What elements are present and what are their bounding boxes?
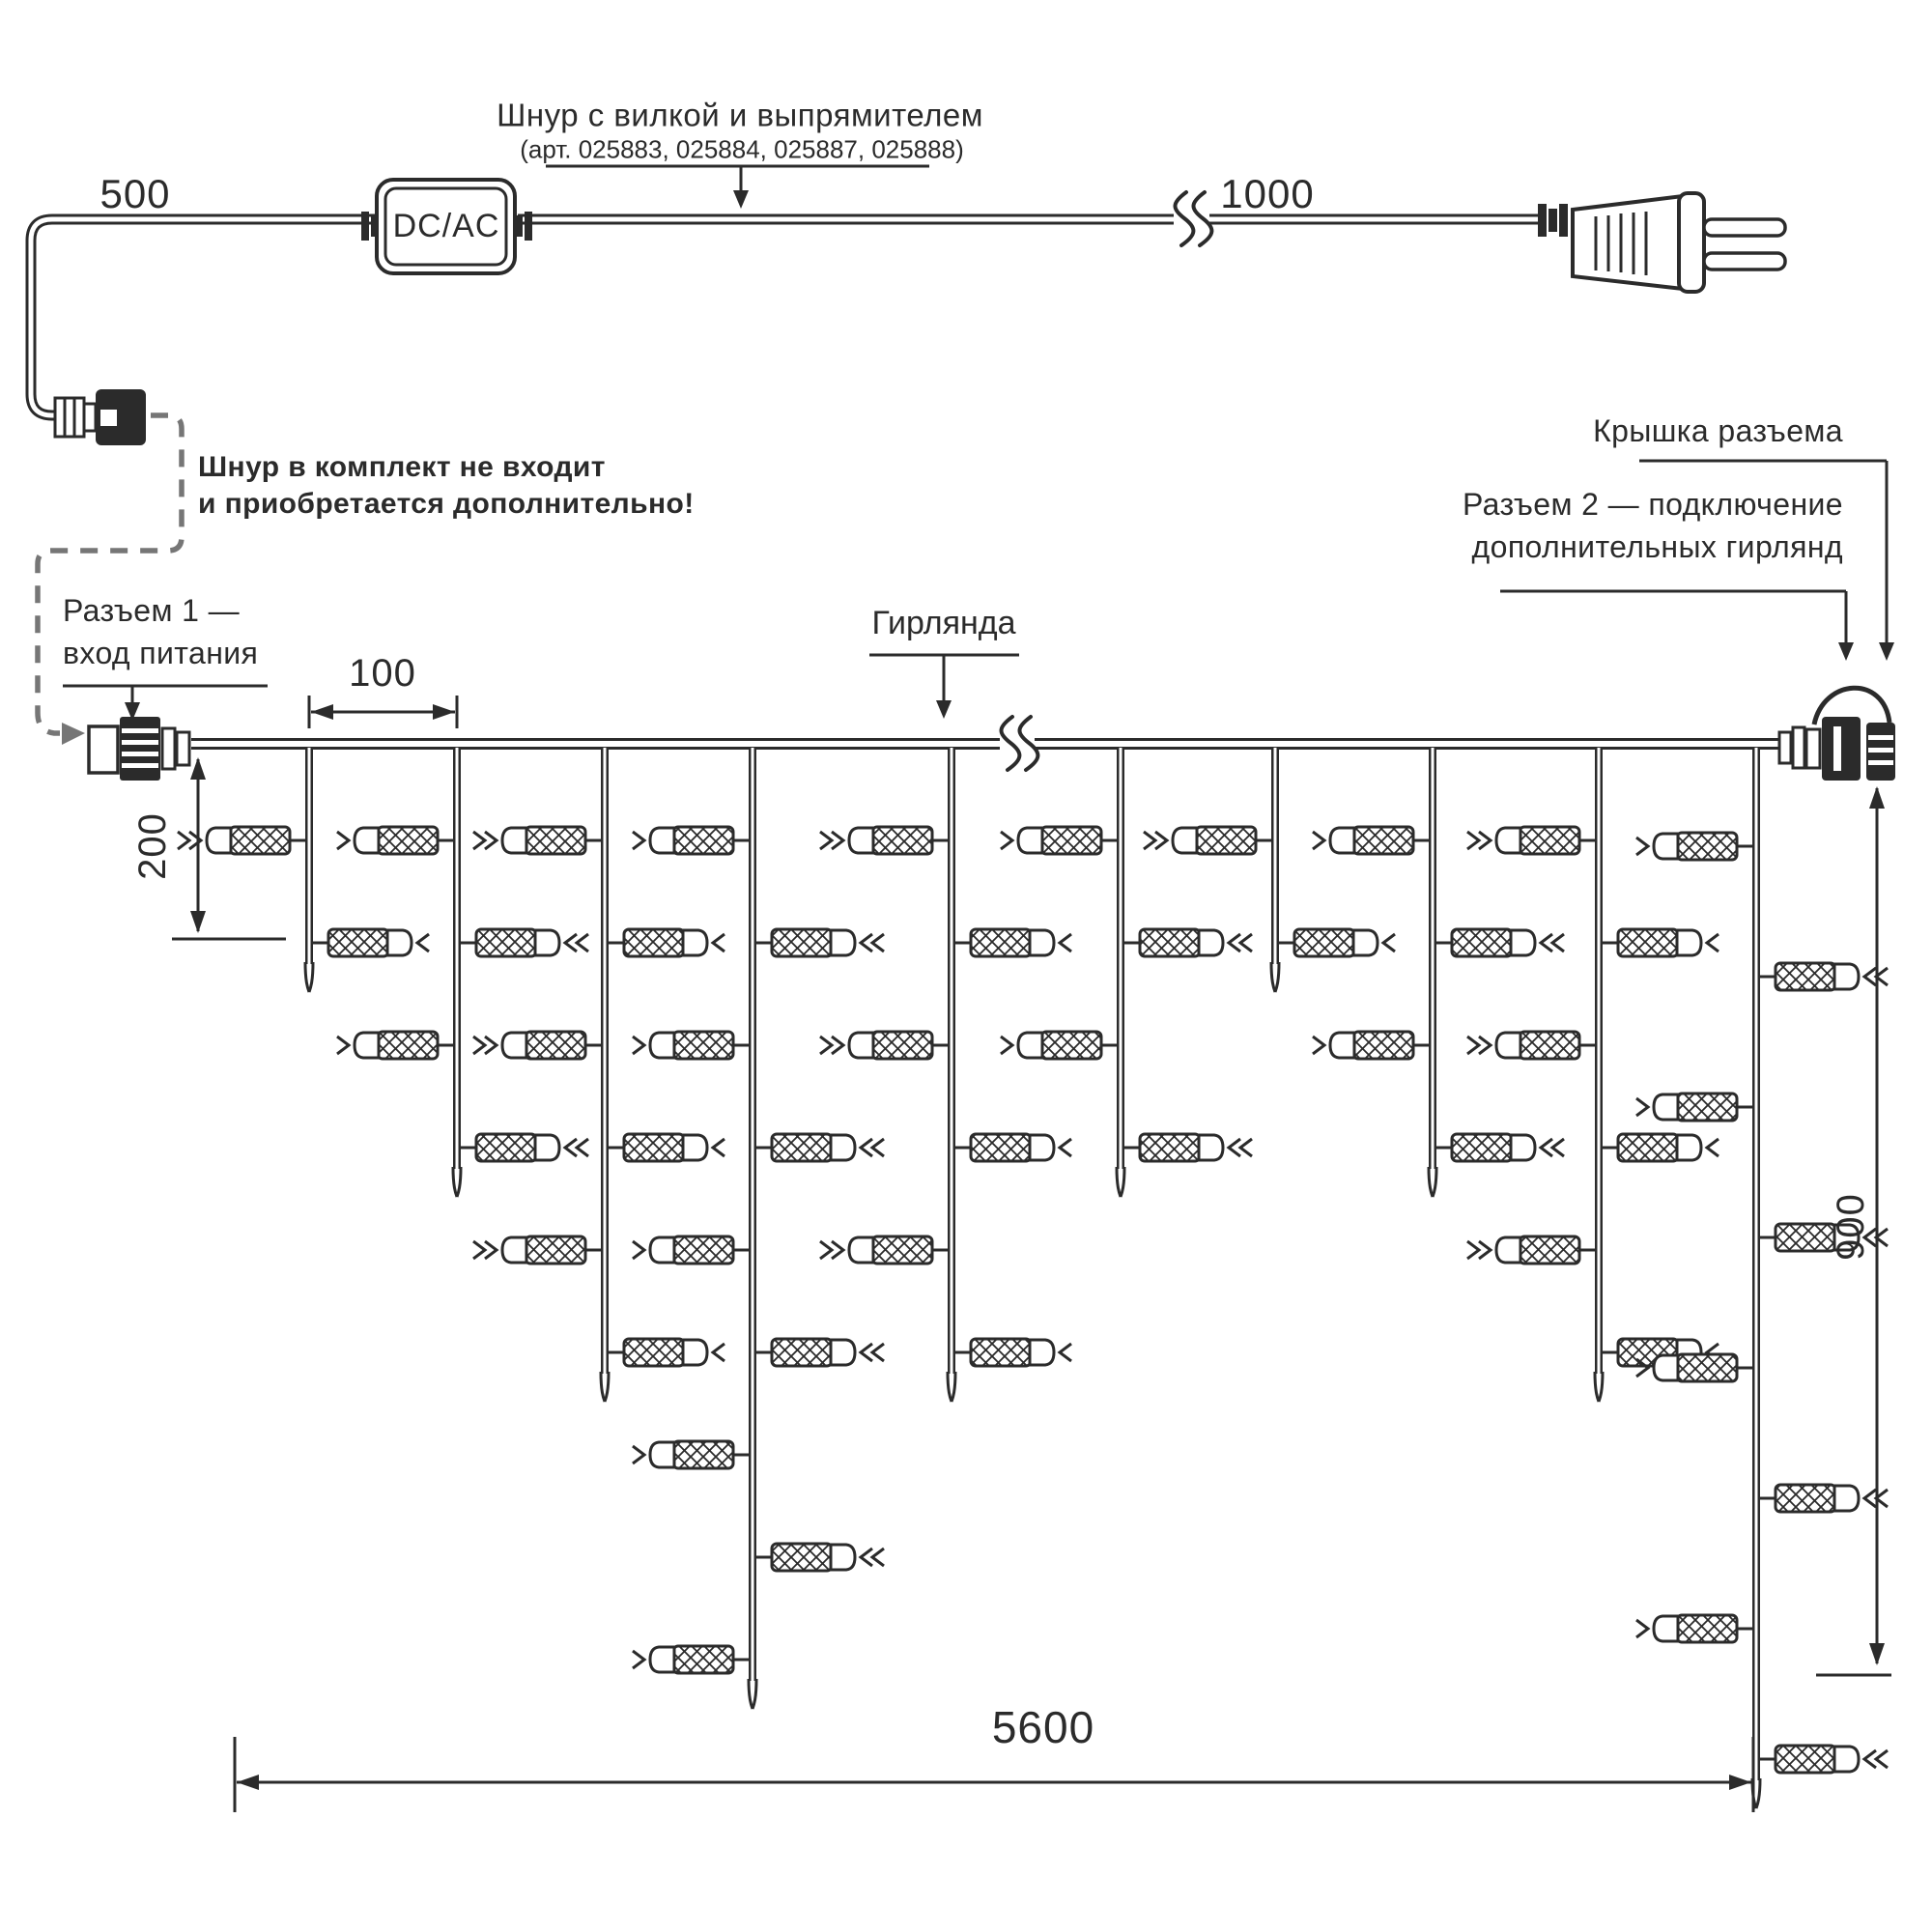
led-bulb-icon [608,1134,724,1161]
led-bulb-icon [820,1236,949,1264]
led-bulb-icon [820,1032,949,1059]
connector2-label-line1: Разъем 2 — подключение [1463,487,1843,522]
cord-title: Шнур с вилкой и выпрямителем [497,97,983,133]
led-bulb-icon [460,1134,588,1161]
icicle-drop [1313,748,1564,1197]
led-bulb-icon [1759,1746,1888,1773]
icicle-drop [1001,748,1252,1197]
led-bulb-icon [1636,1615,1753,1642]
led-bulb-icon [954,1134,1071,1161]
garland-connector-2-icon [1779,688,1895,781]
led-bulb-icon [1759,963,1888,990]
led-bulb-icon [1435,929,1564,956]
power-cord [31,192,1544,415]
garland-leader [869,655,1019,719]
led-bulb-icon [1759,1485,1888,1512]
cap-label: Крышка разъема [1593,413,1843,448]
connector1-label-line2: вход питания [63,636,259,670]
led-bulb-icon [1144,827,1272,854]
connector1-leader [63,686,268,721]
led-bulb-icon [1435,1134,1564,1161]
connector1-label-line1: Разъем 1 — [63,593,241,628]
led-bulb-icon [1467,1032,1596,1059]
led-bulb-icon [1313,827,1430,854]
connector2-label-line2: дополнительных гирлянд [1471,529,1843,564]
led-bulb-icon [1467,1236,1596,1264]
led-bulb-icon [337,1032,454,1059]
led-bulb-icon [1123,1134,1252,1161]
led-bulb-icon [820,827,949,854]
icicle-drop [337,748,588,1197]
cord-connector-icon [55,389,146,445]
led-bulb-icon [954,929,1071,956]
garland-connector-1-icon [89,717,189,781]
led-bulb-icon [633,1236,750,1264]
dim-900-label: 900 [1830,1193,1872,1261]
led-bulb-icon [337,827,454,854]
connector2-leader [1500,591,1854,661]
led-bulb-icon [1278,929,1395,956]
note-line-2: и приобретается дополнительно! [198,488,695,520]
led-bulb-icon [1001,827,1118,854]
led-bulb-icon [1602,929,1719,956]
led-bulb-icon [954,1339,1071,1366]
led-bulb-icon [1467,827,1596,854]
led-bulb-icon [312,929,429,956]
led-bulb-icon [473,827,602,854]
led-bulb-icon [755,1544,884,1571]
led-bulb-icon [633,827,750,854]
led-bulb-icon [608,929,724,956]
led-bulb-icon [1123,929,1252,956]
dimension-100 [309,696,457,728]
dashed-route [38,415,182,745]
led-bulb-icon [460,929,588,956]
led-bulb-icon [608,1339,724,1366]
garland-label: Гирлянда [871,605,1016,642]
dim-5600-label: 5600 [991,1701,1095,1752]
dim-1000-label: 1000 [1220,170,1315,216]
led-bulb-icon [473,1032,602,1059]
led-bulb-icon [1001,1032,1118,1059]
note-line-1: Шнур в комплект не входит [198,451,606,483]
cord-title-leader [546,166,929,209]
icicle-drop [1636,748,1888,1808]
icicle-drop [633,748,884,1709]
power-plug-icon [1538,193,1785,292]
led-bulb-icon [1636,833,1753,860]
led-bulb-icon [633,1032,750,1059]
led-bulb-icon [755,1134,884,1161]
dim-100-label: 100 [349,652,416,695]
led-bulb-icon [755,929,884,956]
led-bulb-icon [473,1236,602,1264]
icicle-drop [178,748,429,992]
led-bulb-icon [1313,1032,1430,1059]
led-bulb-icon [633,1646,750,1673]
led-bulb-icon [633,1441,750,1468]
led-bulb-icon [1636,1094,1753,1121]
led-bulb-icon [1602,1134,1719,1161]
connector-cap-icon [1866,723,1895,781]
garland-wire [191,717,1801,771]
cord-article-subtitle: (арт. 025883, 025884, 025887, 025888) [520,134,964,164]
dim-500-label: 500 [99,170,171,216]
dim-200-label: 200 [131,812,174,880]
led-bulb-icon [755,1339,884,1366]
dcac-converter-label: DC/AC [392,208,500,245]
